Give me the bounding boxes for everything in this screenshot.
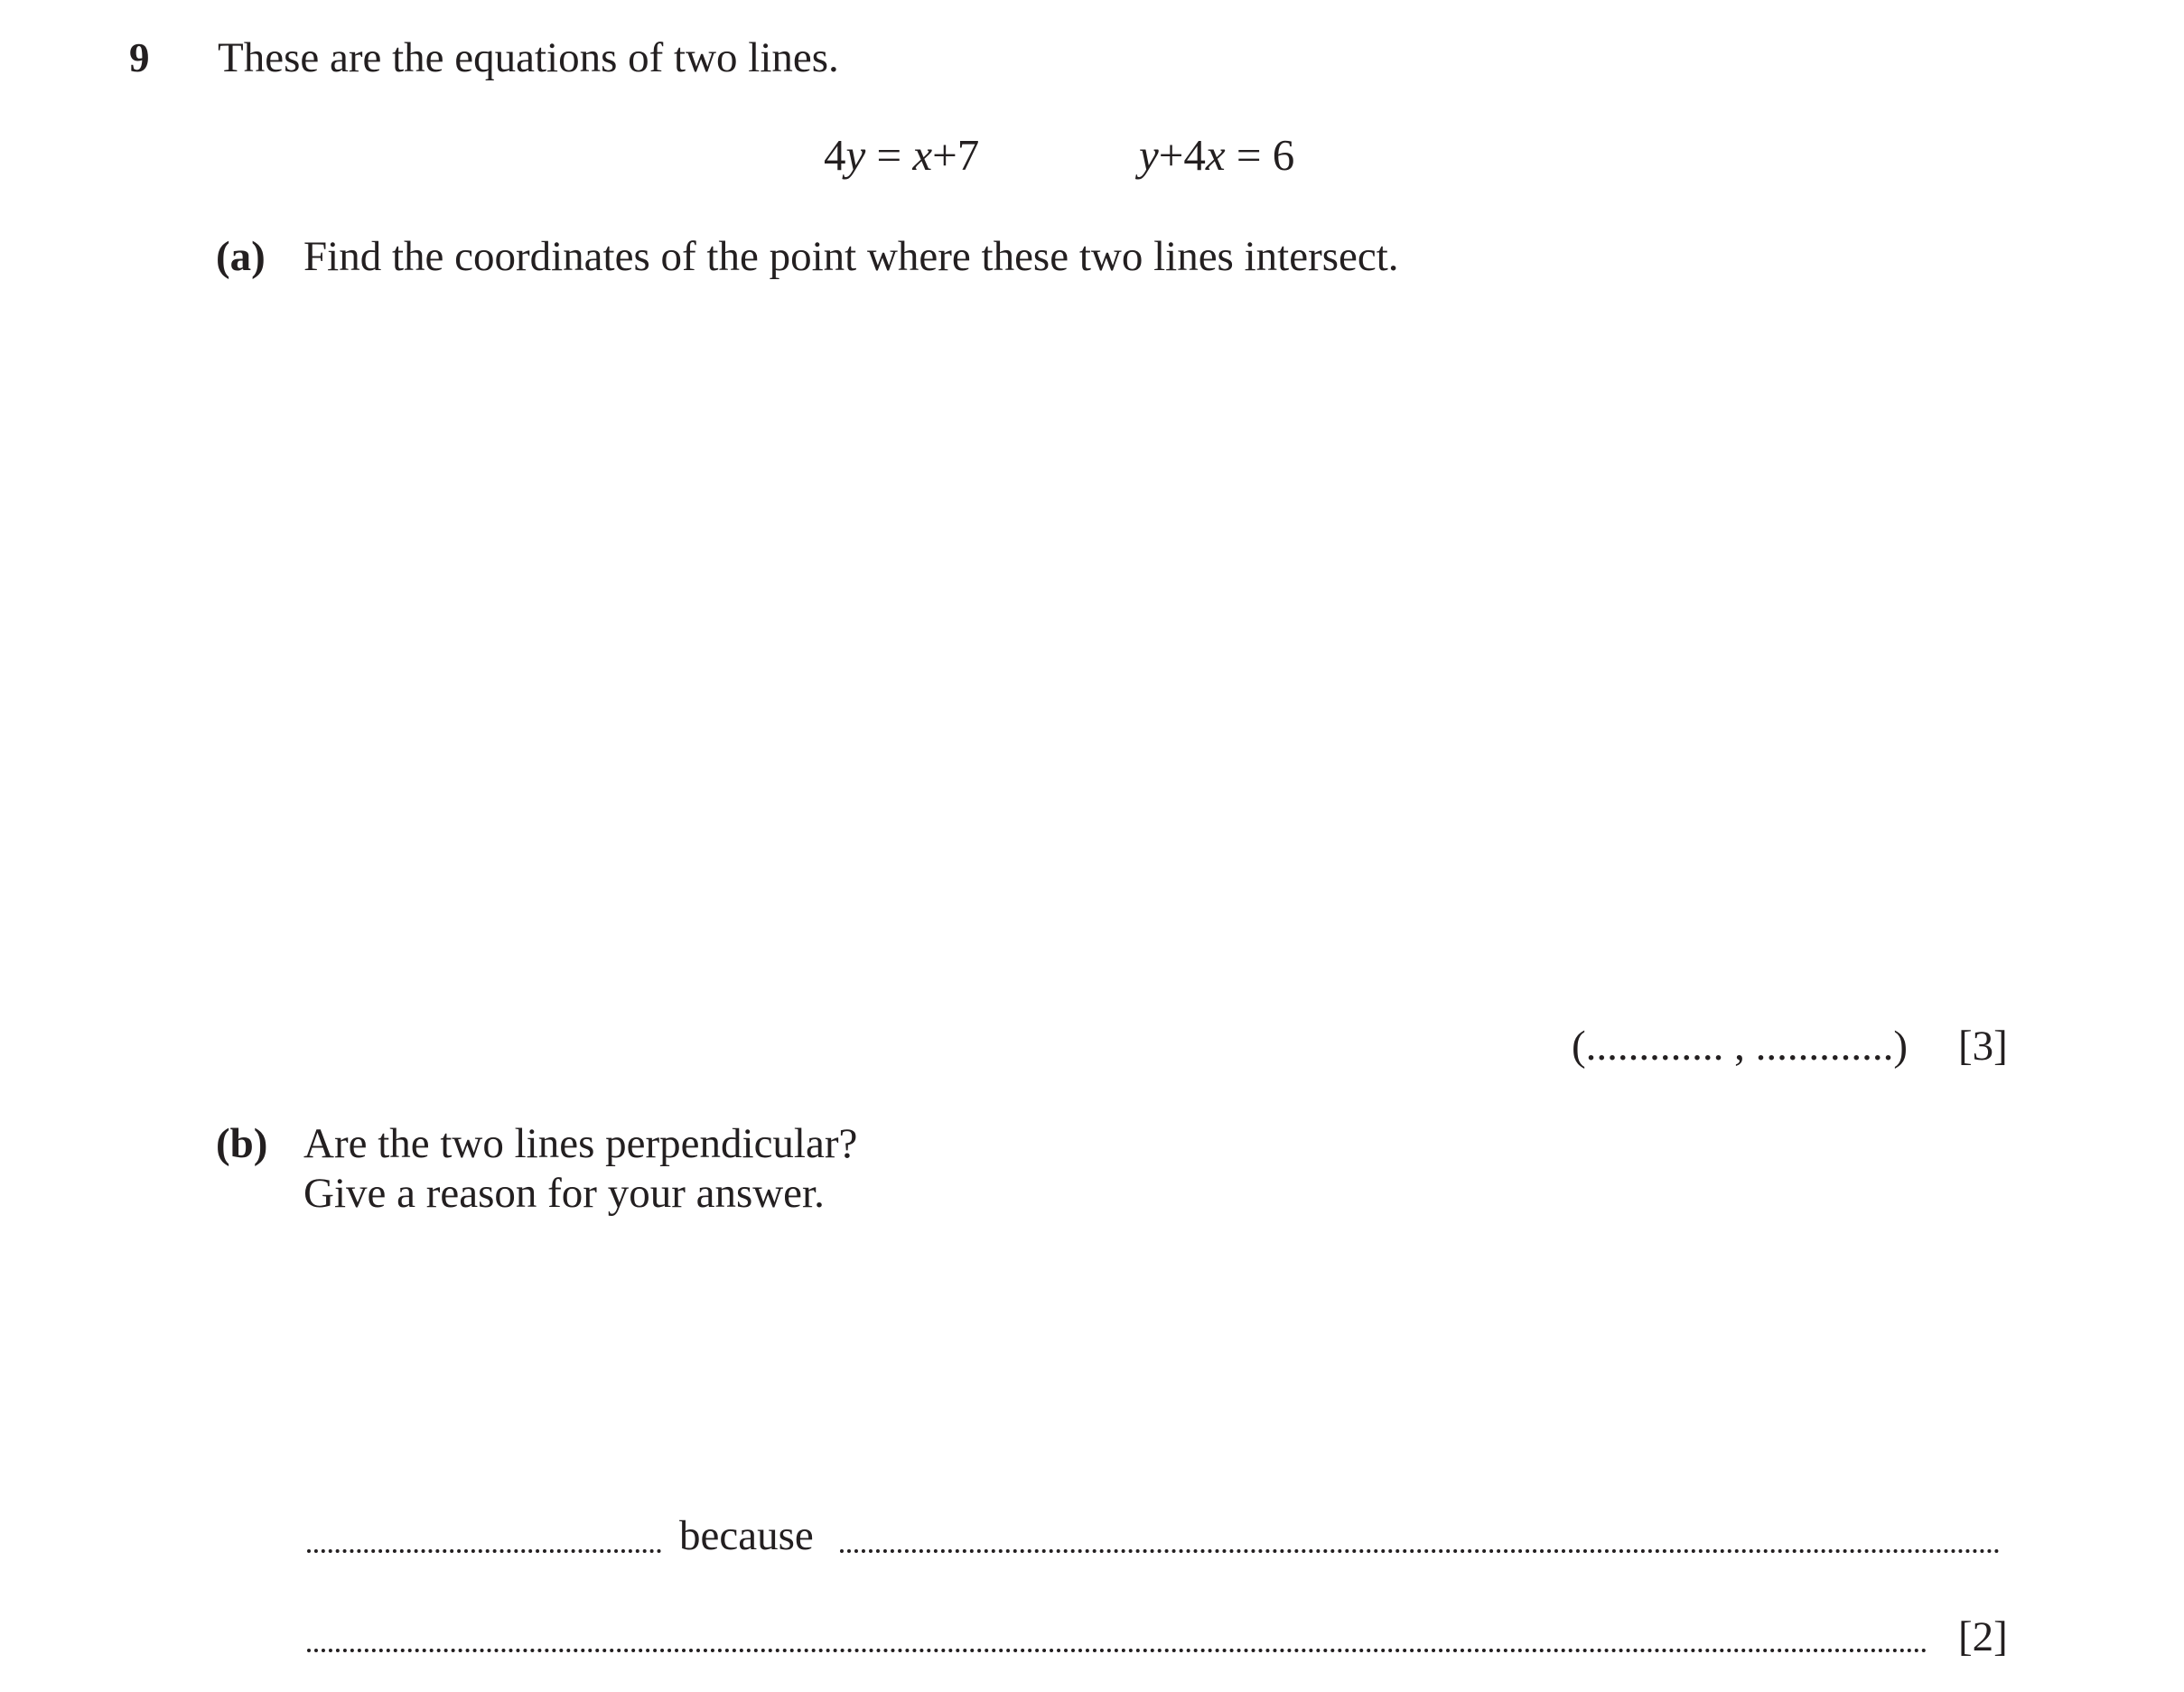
coordinates-answer-field[interactable]: (............. , .............)	[1572, 1023, 1909, 1070]
eq2-mid: +4	[1158, 130, 1206, 180]
eq2-var-x: x	[1205, 130, 1226, 180]
part-b-text-line1: Are the two lines perpendicular?	[303, 1120, 858, 1167]
eq2-var-y: y	[1139, 130, 1159, 180]
part-a-label: (a)	[216, 233, 266, 280]
question-number: 9	[129, 35, 150, 80]
part-b-marks: [2]	[1958, 1613, 2008, 1660]
part-a-marks: [3]	[1958, 1023, 2008, 1070]
eq1-coef: 4	[824, 130, 846, 180]
reason-answer-field[interactable]	[840, 1549, 2000, 1553]
eq1-rest: +7	[932, 130, 980, 180]
part-b-label: (b)	[216, 1120, 268, 1167]
part-a-text: Find the coordinates of the point where these two lines intersect.	[303, 233, 1399, 280]
eq1-var-x: x	[912, 130, 933, 180]
question-intro: These are the equations of two lines.	[218, 34, 839, 81]
eq1-var-y: y	[845, 130, 866, 180]
eq1-equals: =	[865, 130, 913, 180]
equation-2	[1139, 126, 1294, 184]
part-b-text-line2: Give a reason for your answer.	[303, 1170, 825, 1217]
because-label: because	[679, 1512, 814, 1559]
reason-answer-field-continued[interactable]	[307, 1649, 1927, 1652]
equation-1	[824, 126, 979, 184]
perpendicular-answer-field[interactable]	[307, 1549, 661, 1553]
eq2-rhs: = 6	[1225, 130, 1295, 180]
